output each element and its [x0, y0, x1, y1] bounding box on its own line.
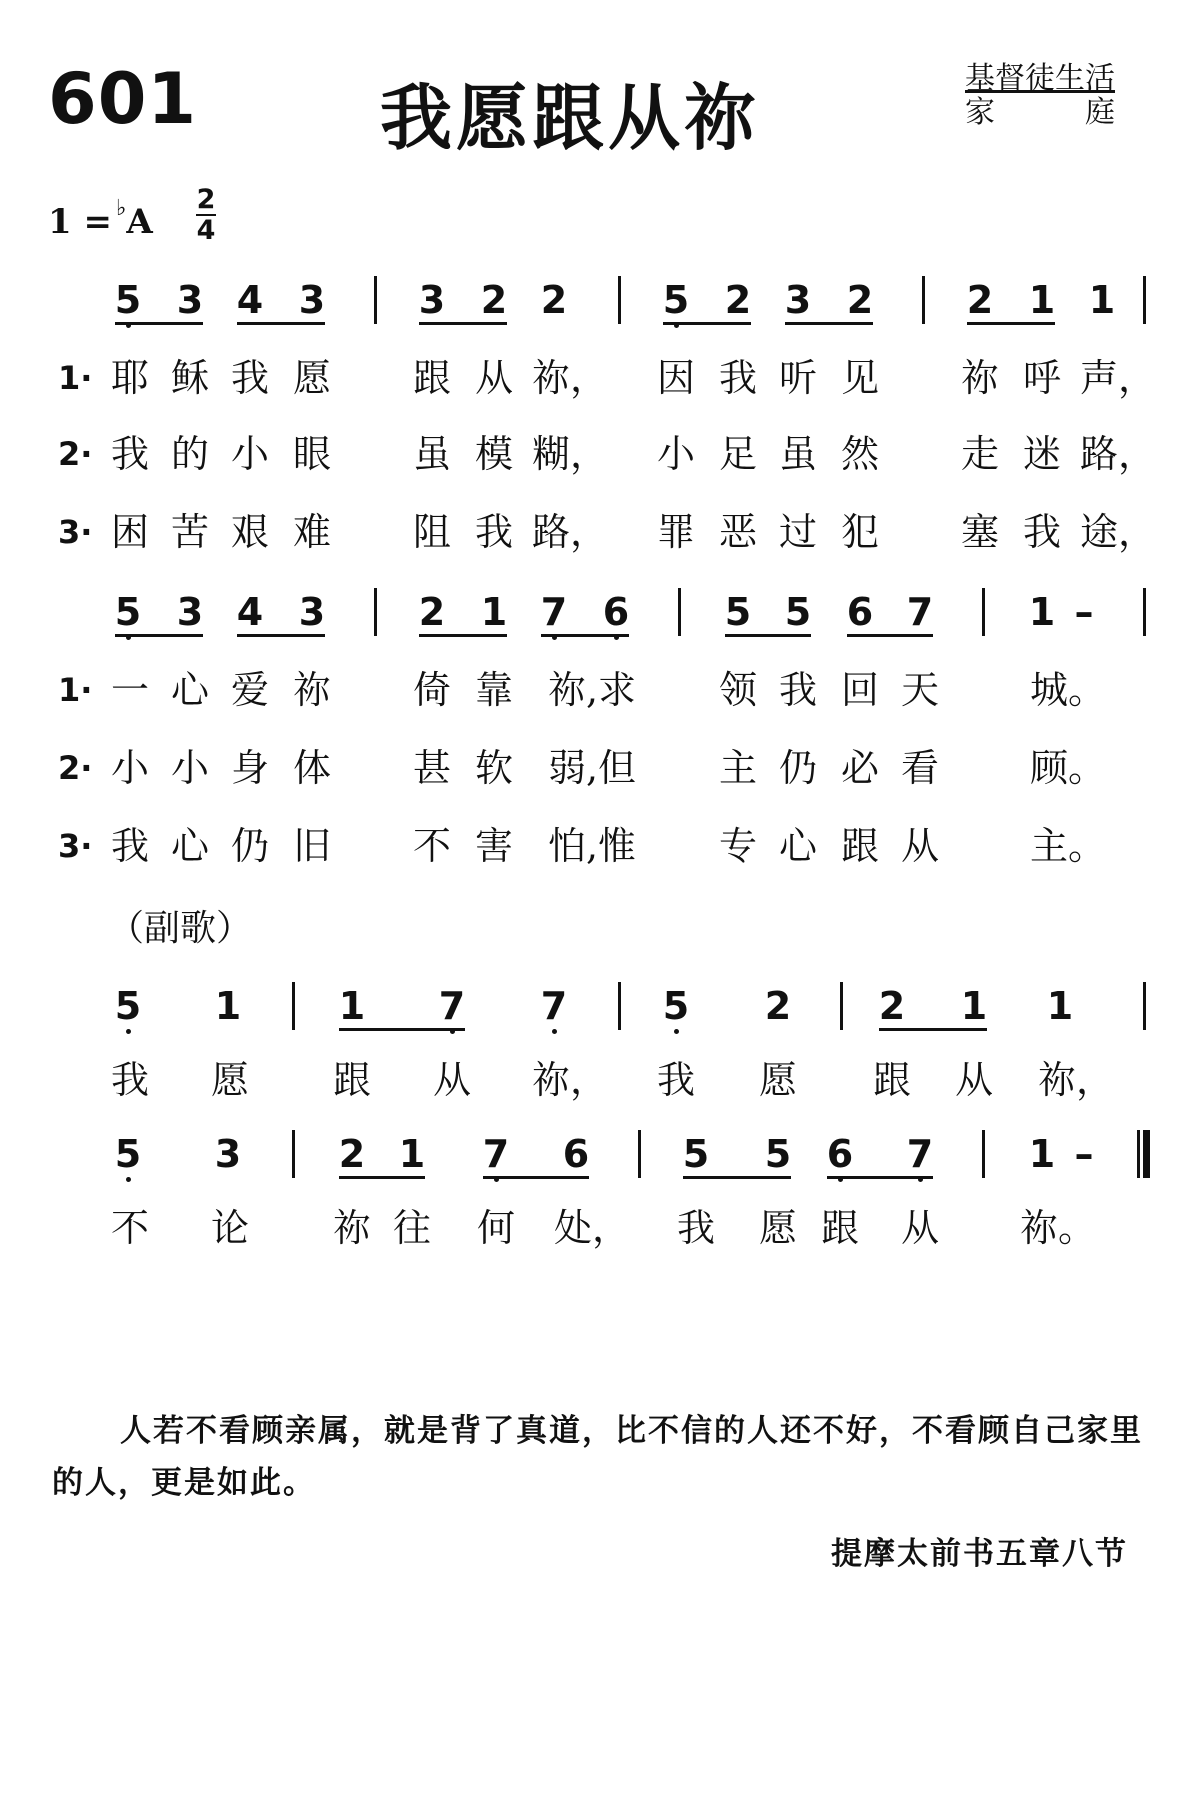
barline — [1143, 588, 1146, 636]
lyric-syllable: 祢,求 — [547, 668, 637, 712]
key-one-equals: 1 = — [48, 202, 112, 242]
verse-number: 2· — [58, 749, 93, 787]
lyric-syllable: 跟 — [820, 1206, 859, 1250]
hymn-title: 我愿跟从祢 — [380, 76, 761, 160]
eighth-beam — [663, 322, 751, 325]
subcategory-char: 庭 — [1085, 95, 1115, 130]
note-digit: 5 — [113, 278, 143, 322]
note-digit: 2 — [480, 278, 508, 322]
low-octave-dot — [552, 1029, 557, 1034]
lyric-syllable: 害 — [474, 824, 513, 868]
time-denominator: 4 — [196, 215, 216, 246]
barline — [618, 276, 621, 324]
lyric-syllable: 耶 — [110, 356, 149, 400]
lyric-syllable: 跟 — [872, 1058, 911, 1102]
scripture-reference: 提摩太前书五章八节 — [831, 1536, 1128, 1572]
low-octave-dot — [674, 1029, 679, 1034]
note-digit: 7 — [906, 590, 934, 634]
note-digit: 7 — [539, 984, 569, 1028]
note-digit: 5 — [724, 590, 752, 634]
lyric-syllable: 天 — [900, 668, 939, 712]
note-digit: 2 — [724, 278, 752, 322]
hymn-number: 601 — [48, 58, 198, 140]
lyric-syllable: 我 — [110, 824, 149, 868]
eighth-beam — [541, 634, 629, 637]
lyric-syllable: 靠 — [474, 668, 513, 712]
lyric-syllable: 我 — [778, 668, 817, 712]
note-digit: 7 — [539, 590, 569, 634]
barline — [982, 1130, 985, 1178]
lyric-syllable: 途， — [1080, 510, 1157, 554]
note-digit: 1 — [1046, 984, 1074, 1028]
note-digit: 7 — [481, 1132, 511, 1176]
lyric-syllable: 祢。 — [1020, 1206, 1097, 1250]
lyric-syllable: 专 — [718, 824, 757, 868]
lyric-syllable: 祢， — [1038, 1058, 1115, 1102]
lyric-syllable: 跟 — [840, 824, 879, 868]
lyric-syllable: 过 — [778, 510, 817, 554]
eighth-beam — [237, 634, 325, 637]
note-digit: 1 — [960, 984, 988, 1028]
note-digit: 3 — [176, 590, 204, 634]
note-digit: 2 — [338, 1132, 366, 1176]
eighth-beam — [419, 634, 507, 637]
category-label: 基督徒生活 — [965, 61, 1115, 96]
note-digit: 2 — [846, 278, 874, 322]
barline — [1143, 982, 1146, 1030]
note-digit: 7 — [905, 1132, 935, 1176]
lyric-syllable: 心 — [778, 824, 817, 868]
lyric-syllable: 城。 — [1029, 668, 1106, 712]
eighth-beam — [339, 1176, 425, 1179]
lyric-syllable: 心 — [170, 668, 209, 712]
lyric-syllable: 弱,但 — [547, 746, 637, 790]
barline — [840, 982, 843, 1030]
verse-number: 3· — [58, 513, 93, 551]
note-digit: 6 — [825, 1132, 855, 1176]
eighth-beam — [483, 1176, 589, 1179]
note-digit: 5 — [661, 984, 691, 1028]
note-digit: 5 — [682, 1132, 710, 1176]
lyric-syllable: 祢 — [332, 1206, 371, 1250]
lyric-syllable: 听 — [778, 356, 817, 400]
note-digit: 2 — [418, 590, 446, 634]
lyric-syllable: 困 — [110, 510, 149, 554]
hymn-category — [965, 62, 1115, 130]
note-digit: 4 — [236, 278, 264, 322]
lyric-syllable: 难 — [292, 510, 331, 554]
lyric-syllable: 呼 — [1022, 356, 1061, 400]
lyric-syllable: 虽 — [778, 432, 817, 476]
lyric-syllable: 一 — [110, 668, 149, 712]
lyric-syllable: 祢 — [960, 356, 999, 400]
lyric-syllable: 的 — [170, 432, 209, 476]
final-barline-thin — [1137, 1130, 1140, 1178]
lyric-syllable: 怕,惟 — [547, 824, 637, 868]
eighth-beam — [879, 1028, 987, 1031]
eighth-beam — [115, 322, 203, 325]
lyric-syllable: 领 — [718, 668, 757, 712]
lyric-syllable: 我 — [656, 1058, 695, 1102]
lyric-syllable: 看 — [900, 746, 939, 790]
note-digit: 1 — [338, 984, 366, 1028]
barline — [374, 276, 377, 324]
lyric-syllable: 愿 — [210, 1058, 249, 1102]
note-digit: 3 — [784, 278, 812, 322]
lyric-syllable: 模 — [474, 432, 513, 476]
lyric-syllable: 眼 — [292, 432, 331, 476]
verse-number: 1· — [58, 671, 93, 709]
note-digit: 6 — [846, 590, 874, 634]
note-digit: 3 — [298, 590, 326, 634]
barline — [982, 588, 985, 636]
note-digit: 1 — [1088, 278, 1116, 322]
note-digit: 2 — [540, 278, 568, 322]
eighth-beam — [847, 634, 933, 637]
lyric-syllable: 从 — [900, 824, 939, 868]
note-digit: 3 — [214, 1132, 242, 1176]
note-digit: 6 — [562, 1132, 590, 1176]
barline — [1143, 276, 1146, 324]
note-digit: 3 — [298, 278, 326, 322]
lyric-syllable: 小 — [230, 432, 269, 476]
lyric-syllable: 从 — [900, 1206, 939, 1250]
lyric-syllable: 艰 — [230, 510, 269, 554]
lyric-syllable: 跟 — [332, 1058, 371, 1102]
lyric-syllable: 甚 — [412, 746, 451, 790]
low-octave-dot — [126, 1029, 131, 1034]
lyric-syllable: 路， — [532, 510, 609, 554]
lyric-syllable: 迷 — [1022, 432, 1061, 476]
lyric-syllable: 处， — [554, 1206, 631, 1250]
lyric-syllable: 小 — [170, 746, 209, 790]
time-numerator: 2 — [196, 184, 216, 215]
lyric-syllable: 体 — [292, 746, 331, 790]
lyric-syllable: 软 — [474, 746, 513, 790]
lyric-syllable: 从 — [474, 356, 513, 400]
lyric-syllable: 愿 — [758, 1058, 797, 1102]
lyric-syllable: 心 — [170, 824, 209, 868]
barline — [618, 982, 621, 1030]
lyric-syllable: 必 — [840, 746, 879, 790]
note-digit: 7 — [437, 984, 467, 1028]
lyric-syllable: 我 — [718, 356, 757, 400]
lyric-syllable: 愿 — [292, 356, 331, 400]
lyric-syllable: 从 — [954, 1058, 993, 1102]
verse-number: 3· — [58, 827, 93, 865]
lyric-syllable: 回 — [840, 668, 879, 712]
lyric-syllable: 我 — [1022, 510, 1061, 554]
subcategory-label — [965, 96, 1115, 130]
eighth-beam — [785, 322, 873, 325]
note-digit: 5 — [784, 590, 812, 634]
lyric-syllable: 祢， — [532, 356, 609, 400]
lyric-syllable: 糊， — [532, 432, 609, 476]
note-digit: 6 — [601, 590, 631, 634]
eighth-beam — [339, 1028, 465, 1031]
note-digit: 5 — [764, 1132, 792, 1176]
lyric-syllable: 稣 — [170, 356, 209, 400]
note-digit: 2 — [764, 984, 792, 1028]
chorus-label: （副歌） — [108, 908, 253, 949]
barline — [638, 1130, 641, 1178]
lyric-syllable: 从 — [432, 1058, 471, 1102]
note-digit: 4 — [236, 590, 264, 634]
lyric-syllable: 爱 — [230, 668, 269, 712]
lyric-syllable: 我 — [230, 356, 269, 400]
lyric-syllable: 仍 — [778, 746, 817, 790]
barline — [374, 588, 377, 636]
lyric-syllable: 我 — [110, 1058, 149, 1102]
lyric-syllable: 论 — [210, 1206, 249, 1250]
lyric-syllable: 旧 — [292, 824, 331, 868]
key-letter: A — [126, 202, 153, 242]
lyric-syllable: 苦 — [170, 510, 209, 554]
barline — [292, 982, 295, 1030]
note-digit: 2 — [966, 278, 994, 322]
lyric-syllable: 小 — [110, 746, 149, 790]
verse-number: 2· — [58, 435, 93, 473]
lyric-syllable: 我 — [676, 1206, 715, 1250]
lyric-syllable: 走 — [960, 432, 999, 476]
lyric-syllable: 往 — [392, 1206, 431, 1250]
lyric-syllable: 路， — [1080, 432, 1157, 476]
note-digit: 1 — [398, 1132, 426, 1176]
lyric-syllable: 主。 — [1029, 824, 1106, 868]
lyric-syllable: 犯 — [840, 510, 879, 554]
verse-number: 1· — [58, 359, 93, 397]
lyric-syllable: 愿 — [758, 1206, 797, 1250]
lyric-syllable: 塞 — [960, 510, 999, 554]
note-digit: 5 — [113, 590, 143, 634]
lyric-syllable: 主 — [718, 746, 757, 790]
key-signature — [48, 195, 153, 242]
note-digit: 1 — [1028, 590, 1056, 634]
note-digit: – — [1074, 1132, 1094, 1176]
lyric-syllable: 倚 — [412, 668, 451, 712]
lyric-syllable: 声， — [1080, 356, 1157, 400]
note-digit: 2 — [878, 984, 906, 1028]
lyric-syllable: 罪 — [656, 510, 695, 554]
eighth-beam — [967, 322, 1055, 325]
barline — [292, 1130, 295, 1178]
lyric-syllable: 我 — [110, 432, 149, 476]
flat-sign: ♭ — [115, 195, 127, 221]
lyric-syllable: 跟 — [412, 356, 451, 400]
eighth-beam — [683, 1176, 791, 1179]
lyric-syllable: 不 — [412, 824, 451, 868]
note-digit: 5 — [113, 1132, 143, 1176]
low-octave-dot — [126, 1177, 131, 1182]
note-digit: 1 — [1028, 1132, 1056, 1176]
lyric-syllable: 我 — [474, 510, 513, 554]
lyric-syllable: 因 — [656, 356, 695, 400]
barline — [922, 276, 925, 324]
barline — [678, 588, 681, 636]
lyric-syllable: 小 — [656, 432, 695, 476]
eighth-beam — [237, 322, 325, 325]
note-digit: 5 — [113, 984, 143, 1028]
note-digit: – — [1074, 590, 1094, 634]
lyric-syllable: 顾。 — [1029, 746, 1106, 790]
lyric-syllable: 祢， — [532, 1058, 609, 1102]
eighth-beam — [115, 634, 203, 637]
note-digit: 1 — [214, 984, 242, 1028]
subcategory-char: 家 — [965, 95, 995, 130]
lyric-syllable: 足 — [718, 432, 757, 476]
lyric-syllable: 然 — [840, 432, 879, 476]
scripture-text: 人若不看顾亲属，就是背了真道，比不信的人还不好，不看顾自己家里的人，更是如此。 — [52, 1413, 1143, 1501]
time-signature — [196, 186, 216, 244]
note-digit: 3 — [176, 278, 204, 322]
final-barline-thick — [1143, 1130, 1150, 1178]
note-digit: 1 — [480, 590, 508, 634]
note-digit: 3 — [418, 278, 446, 322]
lyric-syllable: 虽 — [412, 432, 451, 476]
lyric-syllable: 阻 — [412, 510, 451, 554]
lyric-syllable: 身 — [230, 746, 269, 790]
note-digit: 1 — [1028, 278, 1056, 322]
note-digit: 5 — [661, 278, 691, 322]
lyric-syllable: 祢 — [292, 668, 331, 712]
eighth-beam — [419, 322, 507, 325]
lyric-syllable: 不 — [110, 1206, 149, 1250]
lyric-syllable: 见 — [840, 356, 879, 400]
eighth-beam — [725, 634, 811, 637]
eighth-beam — [827, 1176, 933, 1179]
lyric-syllable: 仍 — [230, 824, 269, 868]
lyric-syllable: 恶 — [718, 510, 757, 554]
lyric-syllable: 何 — [476, 1206, 515, 1250]
